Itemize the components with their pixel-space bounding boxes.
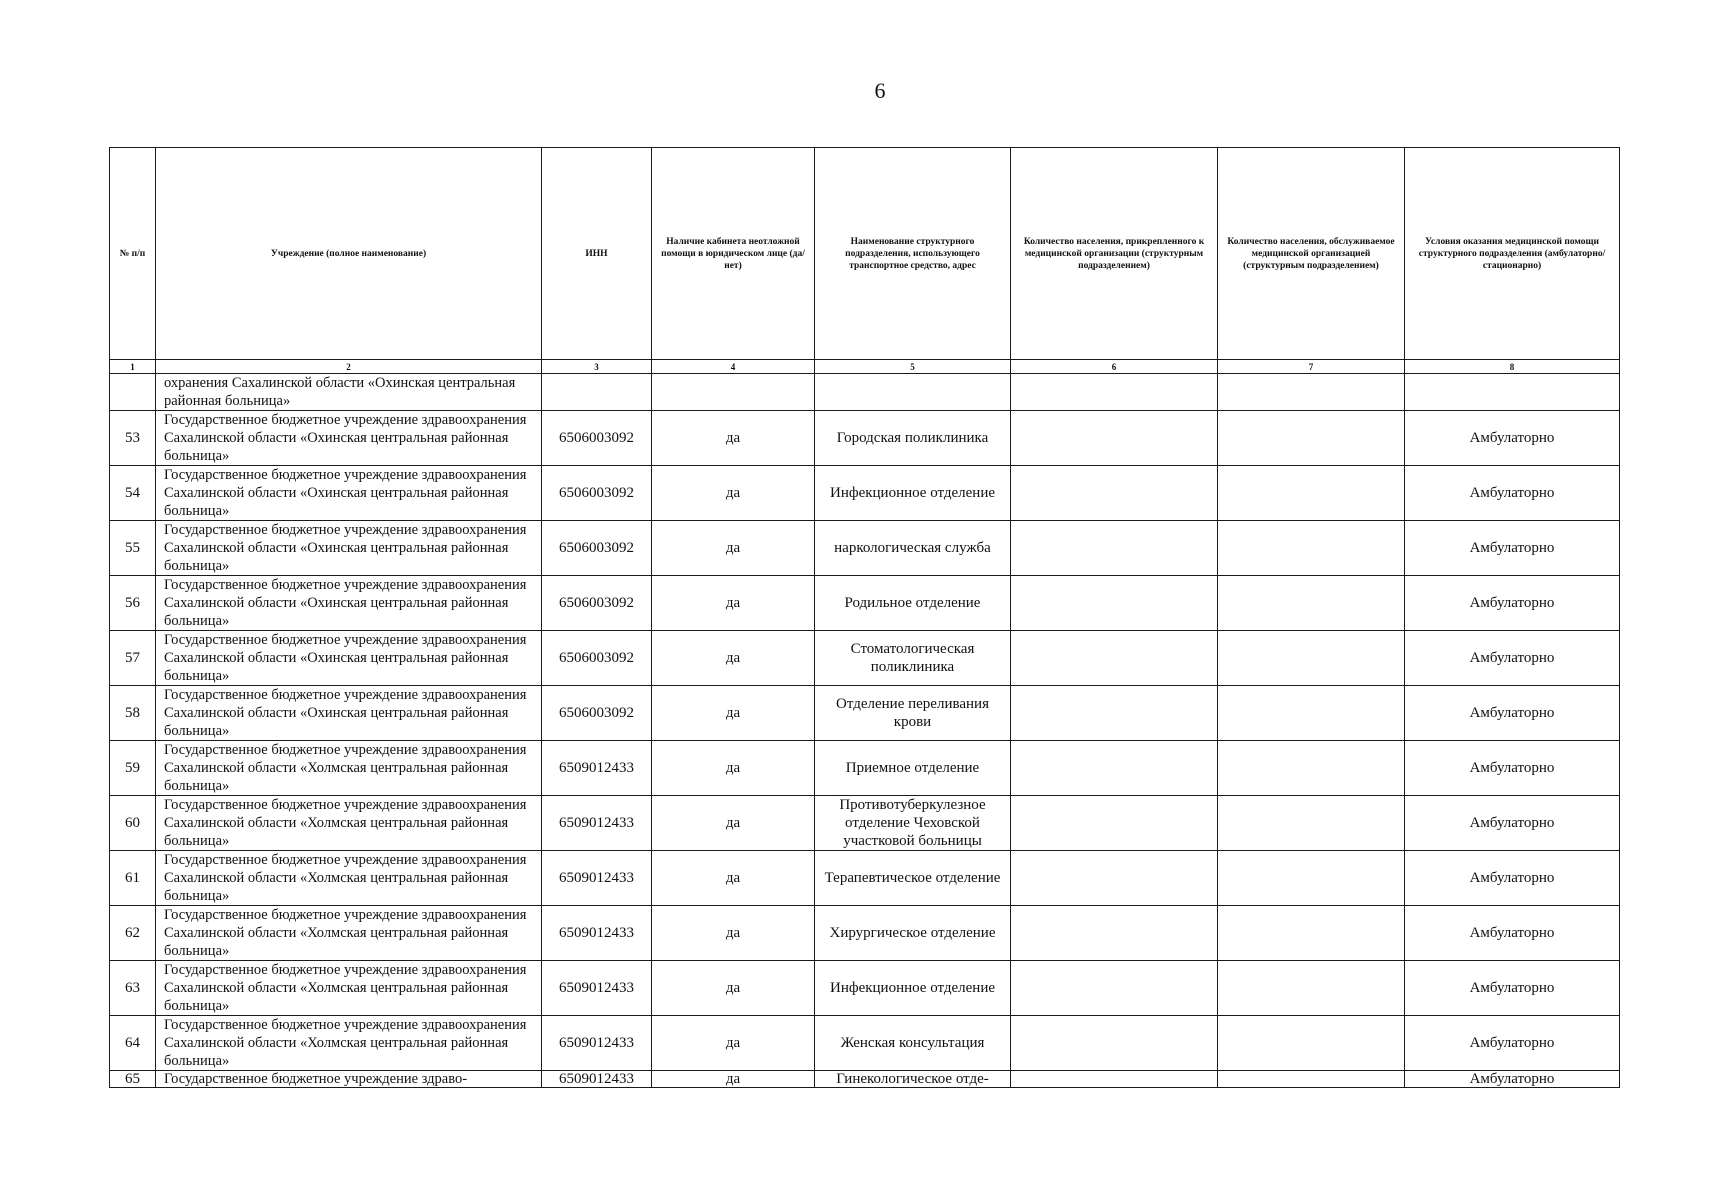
cell-served-population bbox=[1218, 1071, 1405, 1088]
cell-served-population bbox=[1218, 961, 1405, 1016]
table-row bbox=[110, 1016, 1620, 1071]
table-row bbox=[110, 961, 1620, 1016]
cell-care-conditions: Амбулаторно bbox=[1405, 906, 1620, 961]
cell-institution: Государственное бюджетное учреждение здравоохранения Сахалинской области «Холмская центральная районная больница» bbox=[156, 1016, 542, 1071]
cell-unit: Городская поликлиника bbox=[815, 411, 1011, 466]
cell-inn: 6509012433 bbox=[542, 741, 652, 796]
cell-inn bbox=[542, 374, 652, 411]
cell-attached-population bbox=[1011, 961, 1218, 1016]
column-number: 8 bbox=[1405, 360, 1620, 374]
cell-care-conditions: Амбулаторно bbox=[1405, 741, 1620, 796]
table-row bbox=[110, 466, 1620, 521]
table-row bbox=[110, 576, 1620, 631]
cell-served-population bbox=[1218, 411, 1405, 466]
table-body bbox=[110, 411, 1620, 1071]
header-cell-served-population: Количество населения, обслуживаемое медицинской организацией (структурным подразделением) bbox=[1218, 148, 1405, 360]
cell-no: 65 bbox=[110, 1071, 156, 1088]
cell-urgent-care bbox=[652, 374, 815, 411]
cell-care-conditions: Амбулаторно bbox=[1405, 466, 1620, 521]
cell-served-population bbox=[1218, 1016, 1405, 1071]
cell-served-population bbox=[1218, 741, 1405, 796]
cell-institution: Государственное бюджетное учреждение здравоохранения Сахалинской области «Холмская центральная районная больница» bbox=[156, 741, 542, 796]
cell-urgent-care: да bbox=[652, 521, 815, 576]
cell-unit: Инфекционное отделение bbox=[815, 961, 1011, 1016]
cell-urgent-care: да bbox=[652, 576, 815, 631]
table-row bbox=[110, 686, 1620, 741]
cell-unit: Родильное отделение bbox=[815, 576, 1011, 631]
header-cell-unit: Наименование структурного подразделения, использующего транспортное средство, адрес bbox=[815, 148, 1011, 360]
cell-urgent-care: да bbox=[652, 851, 815, 906]
cell-institution: Государственное бюджетное учреждение здравоохранения Сахалинской области «Холмская центральная районная больница» bbox=[156, 961, 542, 1016]
cell-care-conditions: Амбулаторно bbox=[1405, 521, 1620, 576]
cell-no: 61 bbox=[110, 851, 156, 906]
cell-served-population bbox=[1218, 851, 1405, 906]
table-row bbox=[110, 631, 1620, 686]
cell-urgent-care: да bbox=[652, 1071, 815, 1088]
cell-served-population bbox=[1218, 631, 1405, 686]
cell-no: 57 bbox=[110, 631, 156, 686]
header-row bbox=[110, 148, 1620, 360]
cell-attached-population bbox=[1011, 686, 1218, 741]
header-cell-institution: Учреждение (полное наименование) bbox=[156, 148, 542, 360]
cell-unit: Инфекционное отделение bbox=[815, 466, 1011, 521]
cell-care-conditions: Амбулаторно bbox=[1405, 1016, 1620, 1071]
cell-urgent-care: да bbox=[652, 961, 815, 1016]
cell-inn: 6506003092 bbox=[542, 576, 652, 631]
cell-attached-population bbox=[1011, 796, 1218, 851]
cell-urgent-care: да bbox=[652, 411, 815, 466]
cell-attached-population bbox=[1011, 411, 1218, 466]
continuation-row bbox=[110, 374, 1620, 411]
column-number: 4 bbox=[652, 360, 815, 374]
column-number: 3 bbox=[542, 360, 652, 374]
cell-no: 53 bbox=[110, 411, 156, 466]
cell-served-population bbox=[1218, 686, 1405, 741]
cell-no: 64 bbox=[110, 1016, 156, 1071]
cell-served-population bbox=[1218, 796, 1405, 851]
cell-care-conditions: Амбулаторно bbox=[1405, 631, 1620, 686]
table-row bbox=[110, 906, 1620, 961]
cell-served-population bbox=[1218, 521, 1405, 576]
cell-care-conditions bbox=[1405, 374, 1620, 411]
cell-unit: Хирургическое отделение bbox=[815, 906, 1011, 961]
cell-attached-population bbox=[1011, 631, 1218, 686]
cell-attached-population bbox=[1011, 374, 1218, 411]
header-cell-attached-population: Количество населения, прикрепленного к медицинской организации (структурным подразделением) bbox=[1011, 148, 1218, 360]
cell-care-conditions: Амбулаторно bbox=[1405, 576, 1620, 631]
cell-served-population bbox=[1218, 466, 1405, 521]
cell-urgent-care: да bbox=[652, 466, 815, 521]
cell-urgent-care: да bbox=[652, 906, 815, 961]
column-number: 5 bbox=[815, 360, 1011, 374]
cell-served-population bbox=[1218, 576, 1405, 631]
cell-urgent-care: да bbox=[652, 741, 815, 796]
cell-inn: 6506003092 bbox=[542, 411, 652, 466]
facilities-table bbox=[109, 147, 1620, 1088]
cell-care-conditions: Амбулаторно bbox=[1405, 686, 1620, 741]
cell-institution: охранения Сахалинской области «Охинская центральная районная больница» bbox=[156, 374, 542, 411]
cell-urgent-care: да bbox=[652, 1016, 815, 1071]
table-row bbox=[110, 796, 1620, 851]
cell-inn: 6506003092 bbox=[542, 686, 652, 741]
cell-institution: Государственное бюджетное учреждение здравоохранения Сахалинской области «Охинская центральная районная больница» bbox=[156, 576, 542, 631]
cell-urgent-care: да bbox=[652, 796, 815, 851]
cell-care-conditions: Амбулаторно bbox=[1405, 411, 1620, 466]
table-row bbox=[110, 741, 1620, 796]
cell-inn: 6509012433 bbox=[542, 906, 652, 961]
cell-unit: Отделение переливания крови bbox=[815, 686, 1011, 741]
cell-served-population bbox=[1218, 906, 1405, 961]
cell-institution: Государственное бюджетное учреждение здравоохранения Сахалинской области «Охинская центральная районная больница» bbox=[156, 686, 542, 741]
cell-attached-population bbox=[1011, 741, 1218, 796]
table-row bbox=[110, 411, 1620, 466]
cell-institution: Государственное бюджетное учреждение здравоохранения Сахалинской области «Охинская центральная районная больница» bbox=[156, 411, 542, 466]
header-cell-no: № п/п bbox=[110, 148, 156, 360]
cell-unit: Приемное отделение bbox=[815, 741, 1011, 796]
cell-unit: Гинекологическое отде- bbox=[815, 1071, 1011, 1088]
cell-served-population bbox=[1218, 374, 1405, 411]
cell-care-conditions: Амбулаторно bbox=[1405, 1071, 1620, 1088]
cell-inn: 6509012433 bbox=[542, 796, 652, 851]
cell-inn: 6509012433 bbox=[542, 1071, 652, 1088]
cell-inn: 6506003092 bbox=[542, 521, 652, 576]
column-number-row bbox=[110, 360, 1620, 374]
header-cell-care-conditions: Условия оказания медицинской помощи структурного подразделения (амбулаторно/ стационарно) bbox=[1405, 148, 1620, 360]
cell-institution: Государственное бюджетное учреждение здравоохранения Сахалинской области «Охинская центральная районная больница» bbox=[156, 466, 542, 521]
cell-unit: Стоматологическая поликлиника bbox=[815, 631, 1011, 686]
cell-unit: Противотуберкулезное отделение Чеховской участковой больницы bbox=[815, 796, 1011, 851]
cell-care-conditions: Амбулаторно bbox=[1405, 796, 1620, 851]
cell-attached-population bbox=[1011, 521, 1218, 576]
cell-no bbox=[110, 374, 156, 411]
cell-attached-population bbox=[1011, 906, 1218, 961]
header-cell-urgent-care: Наличие кабинета неотложной помощи в юридическом лице (да/нет) bbox=[652, 148, 815, 360]
column-number: 1 bbox=[110, 360, 156, 374]
cell-institution: Государственное бюджетное учреждение здравоохранения Сахалинской области «Холмская центральная районная больница» bbox=[156, 796, 542, 851]
cell-institution: Государственное бюджетное учреждение здравоохранения Сахалинской области «Охинская центральная районная больница» bbox=[156, 521, 542, 576]
cell-attached-population bbox=[1011, 1016, 1218, 1071]
cell-attached-population bbox=[1011, 851, 1218, 906]
cell-institution: Государственное бюджетное учреждение здравоохранения Сахалинской области «Охинская центральная районная больница» bbox=[156, 631, 542, 686]
cell-institution: Государственное бюджетное учреждение здраво- bbox=[156, 1071, 542, 1088]
cell-no: 63 bbox=[110, 961, 156, 1016]
header-cell-inn: ИНН bbox=[542, 148, 652, 360]
cell-inn: 6506003092 bbox=[542, 631, 652, 686]
cell-no: 56 bbox=[110, 576, 156, 631]
cell-attached-population bbox=[1011, 1071, 1218, 1088]
cell-care-conditions: Амбулаторно bbox=[1405, 961, 1620, 1016]
cell-institution: Государственное бюджетное учреждение здравоохранения Сахалинской области «Холмская центральная районная больница» bbox=[156, 851, 542, 906]
cell-inn: 6509012433 bbox=[542, 851, 652, 906]
cell-care-conditions: Амбулаторно bbox=[1405, 851, 1620, 906]
cell-unit: Терапевтическое отделение bbox=[815, 851, 1011, 906]
cell-no: 62 bbox=[110, 906, 156, 961]
table-row bbox=[110, 1071, 1620, 1088]
cell-urgent-care: да bbox=[652, 686, 815, 741]
table-row bbox=[110, 851, 1620, 906]
cell-inn: 6509012433 bbox=[542, 1016, 652, 1071]
cell-institution: Государственное бюджетное учреждение здравоохранения Сахалинской области «Холмская центральная районная больница» bbox=[156, 906, 542, 961]
cell-inn: 6506003092 bbox=[542, 466, 652, 521]
cell-urgent-care: да bbox=[652, 631, 815, 686]
cell-no: 60 bbox=[110, 796, 156, 851]
column-number: 2 bbox=[156, 360, 542, 374]
page-number: 6 bbox=[874, 78, 886, 103]
cell-inn: 6509012433 bbox=[542, 961, 652, 1016]
cell-unit: наркологическая служба bbox=[815, 521, 1011, 576]
cell-attached-population bbox=[1011, 466, 1218, 521]
cell-no: 55 bbox=[110, 521, 156, 576]
cell-no: 59 bbox=[110, 741, 156, 796]
table-row bbox=[110, 521, 1620, 576]
cell-unit: Женская консультация bbox=[815, 1016, 1011, 1071]
cell-no: 54 bbox=[110, 466, 156, 521]
cell-unit bbox=[815, 374, 1011, 411]
column-number: 6 bbox=[1011, 360, 1218, 374]
cell-no: 58 bbox=[110, 686, 156, 741]
cell-attached-population bbox=[1011, 576, 1218, 631]
column-number: 7 bbox=[1218, 360, 1405, 374]
